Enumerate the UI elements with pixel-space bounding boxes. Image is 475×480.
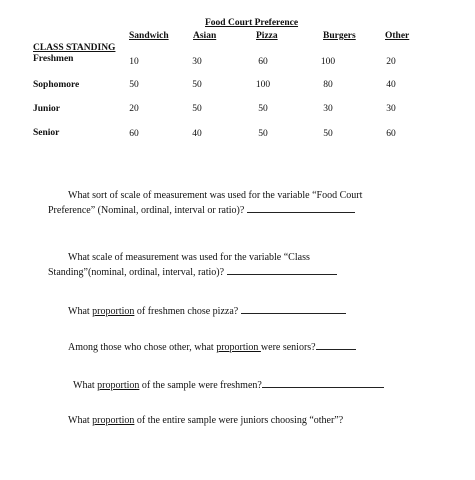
question-4 bbox=[68, 340, 356, 355]
question-6 bbox=[68, 415, 343, 428]
col-header-asian: Asian bbox=[193, 31, 217, 41]
question-6-underlined: proportion bbox=[92, 415, 135, 426]
cell-freshmen-pizza: 60 bbox=[258, 57, 268, 67]
cell-senior-pizza: 50 bbox=[258, 129, 268, 139]
question-3-underlined: proportion bbox=[92, 306, 135, 317]
answer-blank-1[interactable] bbox=[247, 203, 355, 213]
cell-sophomore-burgers: 80 bbox=[323, 80, 333, 90]
cell-senior-sandwich: 60 bbox=[129, 129, 139, 139]
col-header-burgers: Burgers bbox=[323, 31, 356, 41]
cell-junior-burgers: 30 bbox=[323, 104, 333, 114]
cell-sophomore-pizza: 100 bbox=[255, 80, 271, 90]
row-header-class-standing: CLASS STANDING bbox=[33, 43, 116, 53]
cell-freshmen-asian: 30 bbox=[192, 57, 202, 67]
question-3 bbox=[68, 304, 346, 319]
question-4-post: were seniors? bbox=[260, 342, 316, 353]
question-2-line-2 bbox=[48, 265, 337, 280]
answer-blank-5[interactable] bbox=[262, 378, 384, 388]
row-label-sophomore: Sophomore bbox=[33, 80, 80, 90]
cell-junior-other: 30 bbox=[386, 104, 396, 114]
question-4-pre: Among those who chose other, what bbox=[68, 342, 217, 353]
question-5-post: of the sample were freshmen? bbox=[139, 380, 262, 391]
question-5-underlined: proportion bbox=[97, 380, 140, 391]
row-label-junior: Junior bbox=[33, 104, 60, 114]
row-label-senior: Senior bbox=[33, 128, 60, 138]
cell-junior-sandwich: 20 bbox=[129, 104, 139, 114]
col-header-pizza: Pizza bbox=[256, 31, 278, 41]
question-6-pre: What bbox=[68, 415, 93, 426]
cell-junior-pizza: 50 bbox=[258, 104, 268, 114]
question-5-pre: What bbox=[73, 380, 98, 391]
col-header-sandwich: Sandwich bbox=[129, 31, 169, 41]
row-label-freshmen: Freshmen bbox=[33, 54, 74, 64]
question-1-text: Preference” (Nominal, ordinal, interval or ratio)? bbox=[48, 205, 245, 216]
question-6-post: of the entire sample were juniors choosing “other”? bbox=[134, 415, 344, 426]
table-title: Food Court Preference bbox=[205, 18, 299, 28]
cell-senior-asian: 40 bbox=[192, 129, 202, 139]
cell-freshmen-other: 20 bbox=[386, 57, 396, 67]
question-5 bbox=[73, 378, 384, 393]
cell-sophomore-asian: 50 bbox=[192, 80, 202, 90]
cell-freshmen-burgers: 100 bbox=[320, 57, 336, 67]
cell-sophomore-other: 40 bbox=[386, 80, 396, 90]
answer-blank-2[interactable] bbox=[227, 265, 337, 275]
question-1-line-1: What sort of scale of measurement was used for the variable “Food Court bbox=[68, 190, 363, 201]
question-1-line-2 bbox=[48, 203, 355, 218]
answer-blank-4[interactable] bbox=[316, 340, 356, 350]
cell-junior-asian: 50 bbox=[192, 104, 202, 114]
cell-senior-burgers: 50 bbox=[323, 129, 333, 139]
question-2-line-1: What scale of measurement was used for the variable “Class bbox=[68, 252, 310, 263]
question-3-pre: What bbox=[68, 306, 93, 317]
col-header-other: Other bbox=[385, 31, 410, 41]
question-2-text: Standing”(nominal, ordinal, interval, ratio)? bbox=[48, 267, 225, 278]
cell-senior-other: 60 bbox=[386, 129, 396, 139]
cell-freshmen-sandwich: 10 bbox=[129, 57, 139, 67]
answer-blank-3[interactable] bbox=[241, 304, 346, 314]
question-4-underlined: proportion bbox=[216, 342, 261, 353]
cell-sophomore-sandwich: 50 bbox=[129, 80, 139, 90]
question-3-post: of freshmen chose pizza? bbox=[134, 306, 239, 317]
